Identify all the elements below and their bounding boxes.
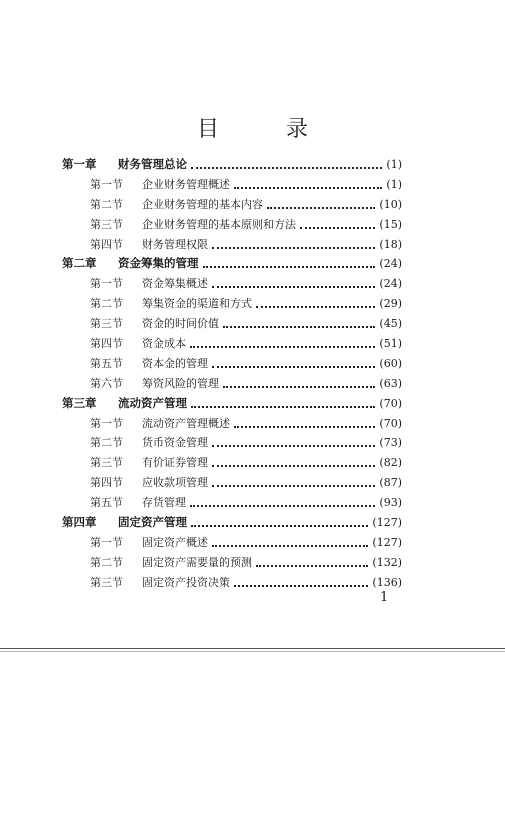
page-ref: (60) bbox=[379, 356, 402, 370]
toc-section-row bbox=[62, 235, 402, 255]
dot-leader bbox=[256, 565, 368, 567]
section-number: 第二节 bbox=[90, 555, 123, 569]
toc-section-row bbox=[62, 195, 402, 215]
page-number: 1 bbox=[380, 590, 389, 605]
chapter-title: 财务管理总论 bbox=[118, 157, 187, 171]
page-ref: (87) bbox=[379, 476, 402, 490]
section-title: 资金成本 bbox=[142, 337, 186, 351]
toc-section-row bbox=[62, 414, 402, 434]
section-title: 固定资产需要量的预测 bbox=[142, 555, 252, 569]
section-title: 企业财务管理的基本内容 bbox=[142, 197, 263, 211]
toc-section-row bbox=[62, 354, 402, 374]
toc-section-row bbox=[62, 573, 402, 593]
section-number: 第五节 bbox=[90, 356, 123, 370]
section-title: 固定资产投资决策 bbox=[142, 575, 230, 589]
section-title: 固定资产概述 bbox=[142, 535, 208, 549]
section-title: 资本金的管理 bbox=[142, 356, 208, 370]
toc-section-row bbox=[62, 473, 402, 493]
dot-leader bbox=[212, 286, 375, 288]
section-title: 存货管理 bbox=[142, 496, 186, 510]
dot-leader bbox=[212, 485, 375, 487]
page-ref: (15) bbox=[379, 217, 402, 231]
dot-leader bbox=[212, 445, 375, 447]
chapter-title: 资金筹集的管理 bbox=[118, 256, 199, 271]
toc-section-row bbox=[62, 553, 402, 573]
toc-section-row bbox=[62, 215, 402, 235]
dot-leader bbox=[300, 227, 375, 229]
page-ref: (127) bbox=[372, 516, 402, 530]
page-ref: (70) bbox=[379, 416, 402, 430]
section-title: 资金筹集概述 bbox=[142, 277, 208, 291]
chapter-number: 第四章 bbox=[62, 515, 97, 530]
toc-section-row bbox=[62, 453, 402, 473]
page-ref: (51) bbox=[379, 337, 402, 351]
page-ref: (45) bbox=[379, 317, 402, 331]
page-ref: (24) bbox=[379, 277, 402, 291]
bottom-rule bbox=[0, 648, 505, 649]
section-number: 第一节 bbox=[90, 277, 123, 291]
bottom-rule-shadow bbox=[0, 651, 505, 652]
dot-leader bbox=[190, 505, 375, 507]
toc-chapter-row bbox=[62, 254, 402, 274]
page-ref: (10) bbox=[379, 197, 402, 211]
toc-section-row bbox=[62, 493, 402, 513]
section-number: 第三节 bbox=[90, 456, 123, 470]
dot-leader bbox=[223, 386, 375, 388]
dot-leader bbox=[190, 346, 375, 348]
section-number: 第五节 bbox=[90, 496, 123, 510]
page-ref: (18) bbox=[379, 237, 402, 251]
section-number: 第三节 bbox=[90, 317, 123, 331]
dot-leader bbox=[212, 545, 368, 547]
section-title: 筹资风险的管理 bbox=[142, 376, 219, 390]
page-ref: (73) bbox=[379, 436, 402, 450]
page-ref: (132) bbox=[372, 555, 402, 569]
toc-section-row bbox=[62, 533, 402, 553]
dot-leader bbox=[191, 406, 375, 408]
toc-section-row bbox=[62, 294, 402, 314]
section-title: 财务管理权限 bbox=[142, 237, 208, 251]
page-ref: (136) bbox=[372, 575, 402, 589]
dot-leader bbox=[234, 585, 368, 587]
page-ref: (1) bbox=[386, 177, 402, 191]
toc-section-row bbox=[62, 175, 402, 195]
dot-leader bbox=[191, 167, 382, 169]
section-title: 企业财务管理的基本原则和方法 bbox=[142, 217, 296, 231]
page-title: 目 录 bbox=[197, 117, 338, 142]
section-title: 货币资金管理 bbox=[142, 436, 208, 450]
dot-leader bbox=[256, 306, 375, 308]
dot-leader bbox=[267, 207, 375, 209]
page-ref: (63) bbox=[379, 376, 402, 390]
toc-section-row bbox=[62, 334, 402, 354]
page-ref: (29) bbox=[379, 297, 402, 311]
section-number: 第四节 bbox=[90, 476, 123, 490]
dot-leader bbox=[223, 326, 375, 328]
page-ref: (82) bbox=[379, 456, 402, 470]
section-title: 流动资产管理概述 bbox=[142, 416, 230, 430]
toc-section-row bbox=[62, 314, 402, 334]
toc-section-row bbox=[62, 374, 402, 394]
section-title: 筹集资金的渠道和方式 bbox=[142, 297, 252, 311]
section-number: 第二节 bbox=[90, 297, 123, 311]
dot-leader bbox=[234, 187, 382, 189]
page-ref: (93) bbox=[379, 496, 402, 510]
chapter-number: 第三章 bbox=[62, 395, 97, 410]
dot-leader bbox=[203, 266, 376, 268]
dot-leader bbox=[212, 366, 375, 368]
section-number: 第一节 bbox=[90, 177, 123, 191]
section-number: 第三节 bbox=[90, 575, 123, 589]
chapter-title: 固定资产管理 bbox=[118, 515, 187, 530]
section-number: 第二节 bbox=[90, 436, 123, 450]
section-number: 第四节 bbox=[90, 337, 123, 351]
section-title: 企业财务管理概述 bbox=[142, 177, 230, 191]
dot-leader bbox=[212, 247, 375, 249]
section-number: 第三节 bbox=[90, 217, 123, 231]
toc-chapter-row bbox=[62, 155, 402, 175]
section-number: 第二节 bbox=[90, 197, 123, 211]
section-title: 资金的时间价值 bbox=[142, 317, 219, 331]
dot-leader bbox=[234, 426, 375, 428]
dot-leader bbox=[191, 525, 368, 527]
page-ref: (127) bbox=[372, 535, 402, 549]
section-title: 应收款项管理 bbox=[142, 476, 208, 490]
chapter-title: 流动资产管理 bbox=[118, 395, 187, 410]
page-ref: (24) bbox=[379, 257, 402, 271]
toc-chapter-row bbox=[62, 394, 402, 414]
chapter-number: 第一章 bbox=[62, 157, 97, 171]
page-ref: (70) bbox=[379, 396, 402, 410]
chapter-number: 第二章 bbox=[62, 256, 97, 271]
section-number: 第四节 bbox=[90, 237, 123, 251]
dot-leader bbox=[212, 465, 375, 467]
section-number: 第六节 bbox=[90, 376, 123, 390]
page-ref: (1) bbox=[386, 158, 402, 171]
toc-section-row bbox=[62, 274, 402, 294]
section-title: 有价证券管理 bbox=[142, 456, 208, 470]
section-number: 第一节 bbox=[90, 535, 123, 549]
table-of-contents bbox=[62, 155, 402, 593]
toc-chapter-row bbox=[62, 513, 402, 533]
toc-section-row bbox=[62, 433, 402, 453]
section-number: 第一节 bbox=[90, 416, 123, 430]
